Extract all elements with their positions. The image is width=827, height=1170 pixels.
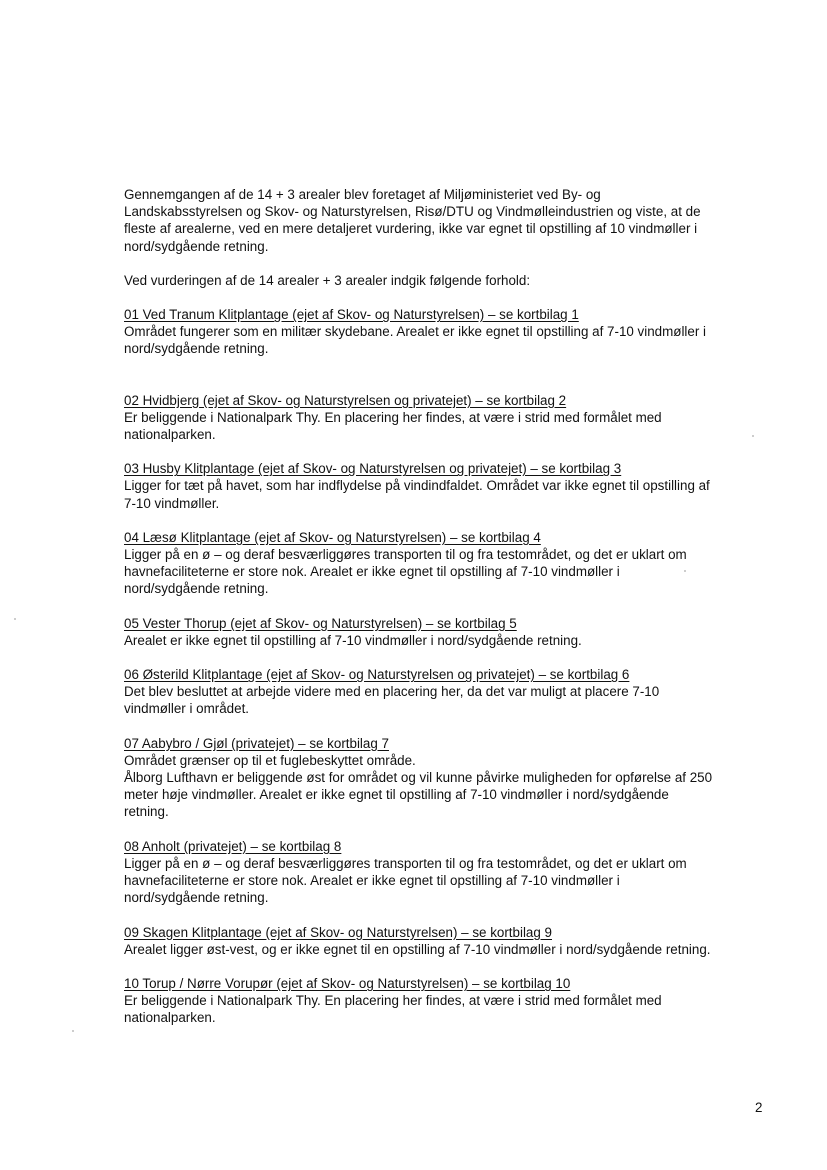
section-line: Er beliggende i Nationalpark Thy. En placering her findes, at være i strid med formålet med [124,409,662,425]
section-line: Ålborg Lufthavn er beliggende øst for området og vil kunne påvirke muligheden for opførelse af 250 [124,770,713,786]
section-08 [124,838,772,907]
section-line: nationalparken. [124,1010,216,1026]
scan-speck [14,618,16,620]
section-line: nord/sydgående retning. [124,341,269,357]
section-10 [124,975,772,1027]
section-heading: 09 Skagen Klitplantage (ejet af Skov- og Naturstyrelsen) – se kortbilag 9 [124,924,552,940]
section-line: havnefaciliteterne er store nok. Arealet er ikke egnet til opstilling af 7-10 vindmøller i [124,873,620,889]
section-line: Ligger for tæt på havet, som har indflydelse på vindindfaldet. Området var ikke egnet til opstilling af [124,478,710,494]
scan-speck [684,570,686,572]
section-09 [124,924,772,958]
section-line: Ligger på en ø – og deraf besværliggøres transporten til og fra testområdet, og det er uklart om [124,547,687,563]
intro-line: Landskabsstyrelsen og Skov- og Naturstyrelsen, Risø/DTU og Vindmølleindustrien og viste, at de [124,204,701,220]
intro-lead-paragraph: Ved vurderingen af de 14 arealer + 3 arealer indgik følgende forhold: [124,272,531,288]
section-line: 7-10 vindmøller. [124,495,220,511]
scan-speck [752,435,754,437]
section-07 [124,735,772,821]
section-line: havnefaciliteterne er store nok. Arealet er ikke egnet til opstilling af 7-10 vindmøller i [124,564,620,580]
section-line: nationalparken. [124,427,216,443]
intro-line: Gennemgangen af de 14 + 3 arealer blev foretaget af Miljøministeriet ved By- og [124,187,601,202]
document-body [124,186,772,1027]
section-line: Er beliggende i Nationalpark Thy. En placering her findes, at være i strid med formålet med [124,993,662,1009]
section-01 [124,306,772,358]
section-line: Det blev besluttet at arbejde videre med en placering her, da det var muligt at placere 7-10 [124,684,660,700]
section-line: Arealet ligger øst-vest, og er ikke egnet til en opstilling af 7-10 vindmøller i nord/sydgående retning. [124,941,711,957]
section-line: vindmøller i området. [124,701,250,717]
section-heading: 02 Hvidbjerg (ejet af Skov- og Naturstyrelsen og privatejet) – se kortbilag 2 [124,392,567,408]
section-line: Området fungerer som en militær skydebane. Arealet er ikke egnet til opstilling af 7-10 vindmøller i [124,324,707,340]
section-heading: 05 Vester Thorup (ejet af Skov- og Naturstyrelsen) – se kortbilag 5 [124,615,517,631]
section-04 [124,529,772,598]
section-line: nord/sydgående retning. [124,890,269,906]
section-heading: 08 Anholt (privatejet) – se kortbilag 8 [124,838,342,854]
section-heading: 04 Læsø Klitplantage (ejet af Skov- og Naturstyrelsen) – se kortbilag 4 [124,529,541,545]
scan-speck [72,1030,74,1032]
section-06 [124,666,772,718]
section-line: Området grænser op til et fuglebeskyttet område. [124,752,416,768]
intro-line: fleste af arealerne, ved en mere detaljeret vurdering, ikke var egnet til opstilling af 10 vindmøller i [124,221,698,237]
intro-paragraph [124,186,772,255]
section-02 [124,392,772,444]
intro-line: nord/sydgående retning. [124,238,269,254]
page-number: 2 [755,1100,763,1115]
section-heading: 01 Ved Tranum Klitplantage (ejet af Skov- og Naturstyrelsen) – se kortbilag 1 [124,307,579,323]
section-line: retning. [124,804,169,820]
section-03 [124,460,772,512]
section-line: nord/sydgående retning. [124,581,269,597]
section-05 [124,615,772,649]
section-line: Arealet er ikke egnet til opstilling af 7-10 vindmøller i nord/sydgående retning. [124,632,582,648]
section-heading: 03 Husby Klitplantage (ejet af Skov- og Naturstyrelsen og privatejet) – se kortbilag 3 [124,461,622,477]
section-heading: 07 Aabybro / Gjøl (privatejet) – se kortbilag 7 [124,735,389,751]
section-heading: 10 Torup / Nørre Vorupør (ejet af Skov- og Naturstyrelsen) – se kortbilag 10 [124,975,571,991]
section-heading: 06 Østerild Klitplantage (ejet af Skov- og Naturstyrelsen og privatejet) – se kortbilag 6 [124,667,630,683]
section-line: meter høje vindmøller. Arealet er ikke egnet til opstilling af 7-10 vindmøller i nord/sydgående [124,787,669,803]
section-line: Ligger på en ø – og deraf besværliggøres transporten til og fra testområdet, og det er uklart om [124,855,687,871]
